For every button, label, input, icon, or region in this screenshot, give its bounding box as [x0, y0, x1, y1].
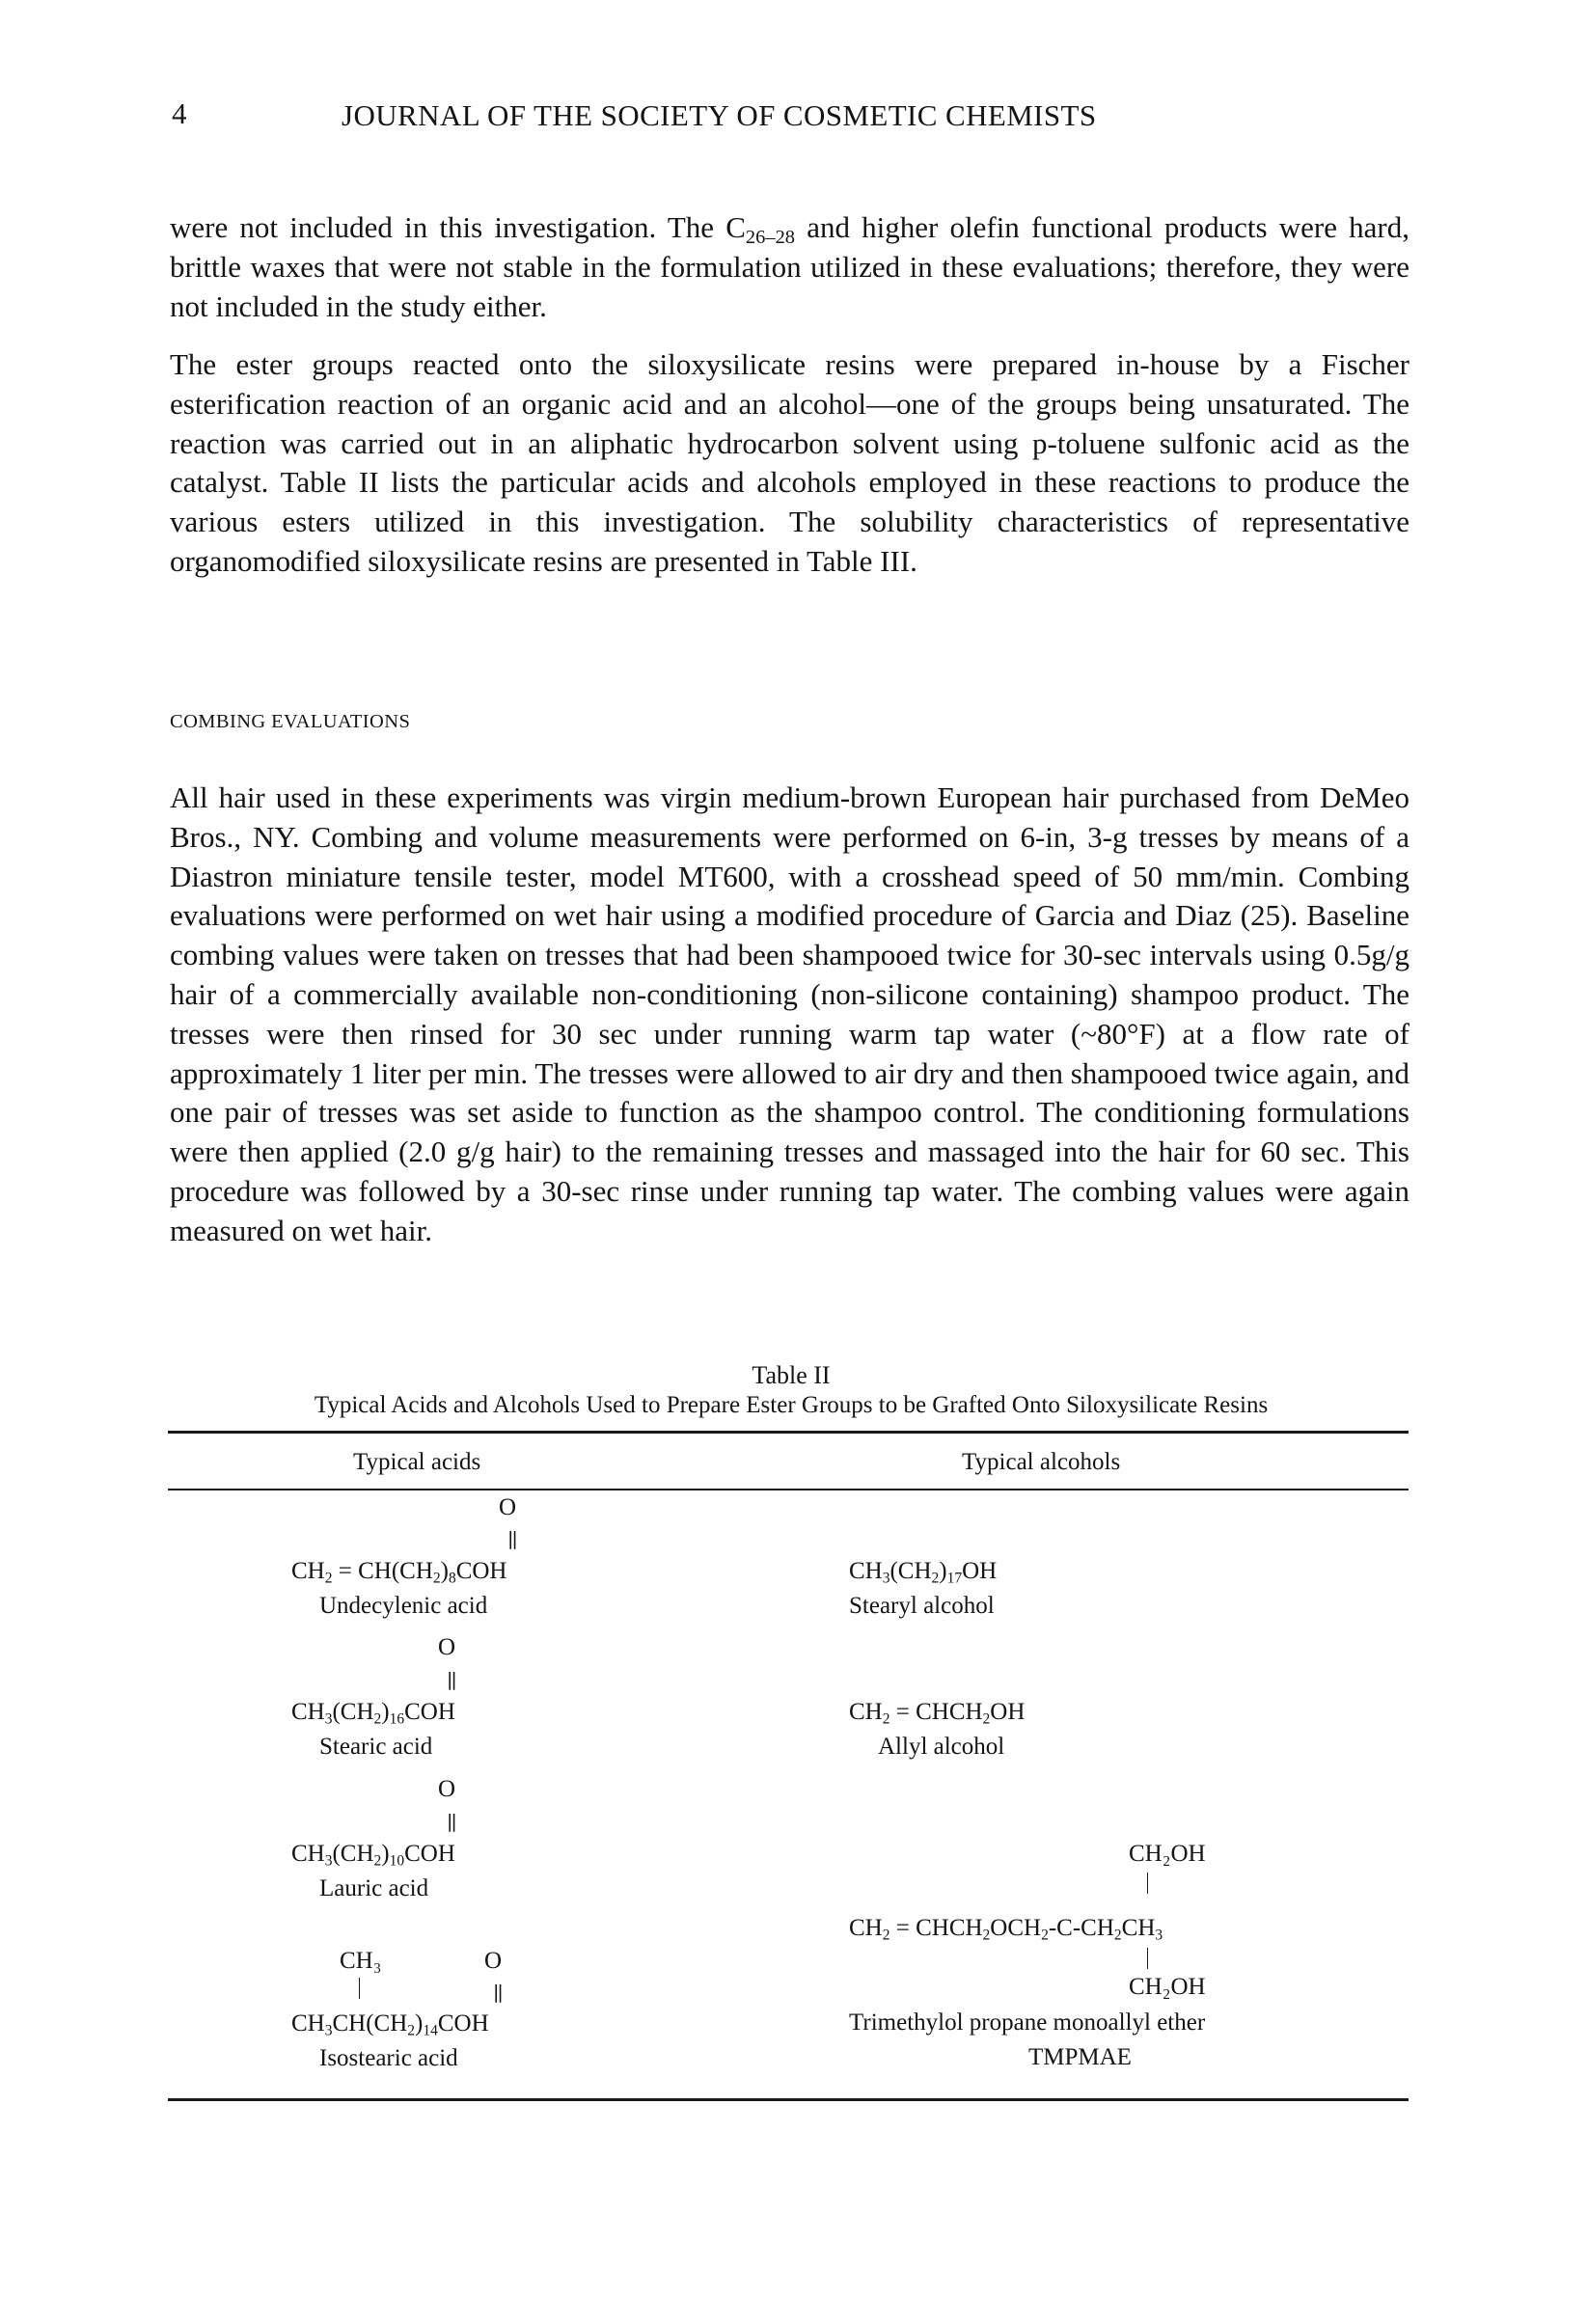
paragraph-3: All hair used in these experiments was virgin medium-brown European hair purchased from DeMeo Bros., NY. Combing and volume measurements were performed on 6-in, 3-g tresses by means of a Diastron miniature tensile tester, model MT600, with a crosshead speed of 50 mm/min. Combing evaluations were performed on wet hair using a modified procedure of Garcia and Diaz (25). Baseline combing values were taken on tresses that had been shampooed twice for 30-sec intervals using 0.5g/g hair of a commercially available non-conditioning (non-silicone containing) shampoo product. The tresses were then rinsed for 30 sec under running warm tap water (~80°F) at a flow rate of approximately 1 liter per min. The tresses were allowed to air dry and then shampooed twice again, and one pair of tresses was set aside to function as the shampoo control. The conditioning formulations were then applied (2.0 g/g hair) to the remaining tresses and massaged into the hair for 60 sec. This procedure was followed by a 30-sec rinse under running tap water. The combing values were again measured on wet hair.	[170, 780, 1409, 1247]
name-isostearic-acid: Isostearic acid	[319, 2045, 458, 2071]
carbonyl-double-bond: ||	[493, 1982, 502, 2003]
branch-bond	[359, 1978, 361, 1999]
tmpmae-substituent-top: CH₂OH	[1129, 1841, 1206, 1867]
formula-stearyl-alcohol: $CH_3(CH_2)_{17}OH$	[849, 1558, 998, 1587]
formula-allyl-alcohol: $CH_2$ = $CHCH_2OH$	[849, 1699, 1026, 1728]
section-heading: COMBING EVALUATIONS	[170, 711, 411, 732]
abbrev-tmpmae: TMPMAE	[1028, 2044, 1132, 2070]
paragraph-2: The ester groups reacted onto the siloxysilicate resins were prepared in-house by a Fischer esterification reaction of an organic acid and an alcohol—one of the groups being unsaturated. The reaction was carried out in an aliphatic hydrocarbon solvent using p-toluene sulfonic acid as the catalyst. Table II lists the particular acids and alcohols employed in these reactions to produce the various esters utilized in this investigation. The solubility characteristics of representative organomodified siloxysilicate resins are presented in Table III.	[170, 347, 1409, 578]
name-stearic-acid: Stearic acid	[319, 1734, 433, 1760]
substituent-bond-top	[1147, 1873, 1149, 1894]
formula-undecylenic-acid: $CH_2 = CH(CH_2)_8COH$	[291, 1558, 507, 1587]
carbonyl-double-bond: ||	[447, 1811, 455, 1832]
carbonyl-oxygen: O	[438, 1776, 456, 1802]
journal-title: JOURNAL OF THE SOCIETY OF COSMETIC CHEMISTS	[342, 98, 1097, 132]
page-number: 4	[172, 96, 187, 130]
methyl-branch: CH₃	[340, 1948, 382, 1974]
carbonyl-double-bond: ||	[447, 1669, 455, 1690]
formula-isostearic-acid: $CH_3CH(CH_2)_{14}COH$	[291, 2010, 489, 2039]
name-undecylenic-acid: Undecylenic acid	[319, 1593, 488, 1619]
carbonyl-oxygen: O	[438, 1634, 456, 1660]
name-stearyl-alcohol: Stearyl alcohol	[849, 1593, 995, 1619]
substituent-bond-bottom	[1147, 1948, 1149, 1969]
carbonyl-oxygen: O	[484, 1948, 503, 1974]
name-lauric-acid: Lauric acid	[319, 1875, 429, 1901]
formula-lauric-acid: $CH_3(CH_2)_{10}COH$	[291, 1841, 455, 1870]
name-allyl-alcohol: Allyl alcohol	[878, 1734, 1005, 1760]
paragraph-1: were not included in this investigation. The $C_{26-28}$ and higher olefin functional products were hard, brittle waxes that were not stable in the formulation utilized in these evaluations; therefore, they were not included in the study either.	[170, 210, 1409, 323]
running-header	[164, 96, 1418, 145]
table-bottom-rule	[168, 2098, 1409, 2101]
formula-tmpmae: $CH_2$ = $CHCH_2OCH_2-C-CH_2CH_3$	[849, 1915, 1163, 1944]
table-label: Table II	[752, 1361, 831, 1389]
col-header-alcohols: Typical alcohols	[962, 1449, 1121, 1475]
carbonyl-double-bond: ||	[507, 1528, 516, 1549]
formula-stearic-acid: $CH_3(CH_2)_{16}COH$	[291, 1699, 455, 1728]
table-top-rule	[168, 1431, 1409, 1434]
table-header-rule	[168, 1489, 1409, 1490]
col-header-acids: Typical acids	[353, 1449, 481, 1475]
table-caption: Typical Acids and Alcohols Used to Prepare Ester Groups to be Grafted Onto Siloxysilicate Resins	[314, 1392, 1269, 1418]
tmpmae-substituent-bottom: CH₂OH	[1129, 1974, 1206, 2000]
carbonyl-oxygen: O	[499, 1494, 517, 1520]
name-tmpmae: Trimethylol propane monoallyl ether	[849, 2010, 1206, 2036]
